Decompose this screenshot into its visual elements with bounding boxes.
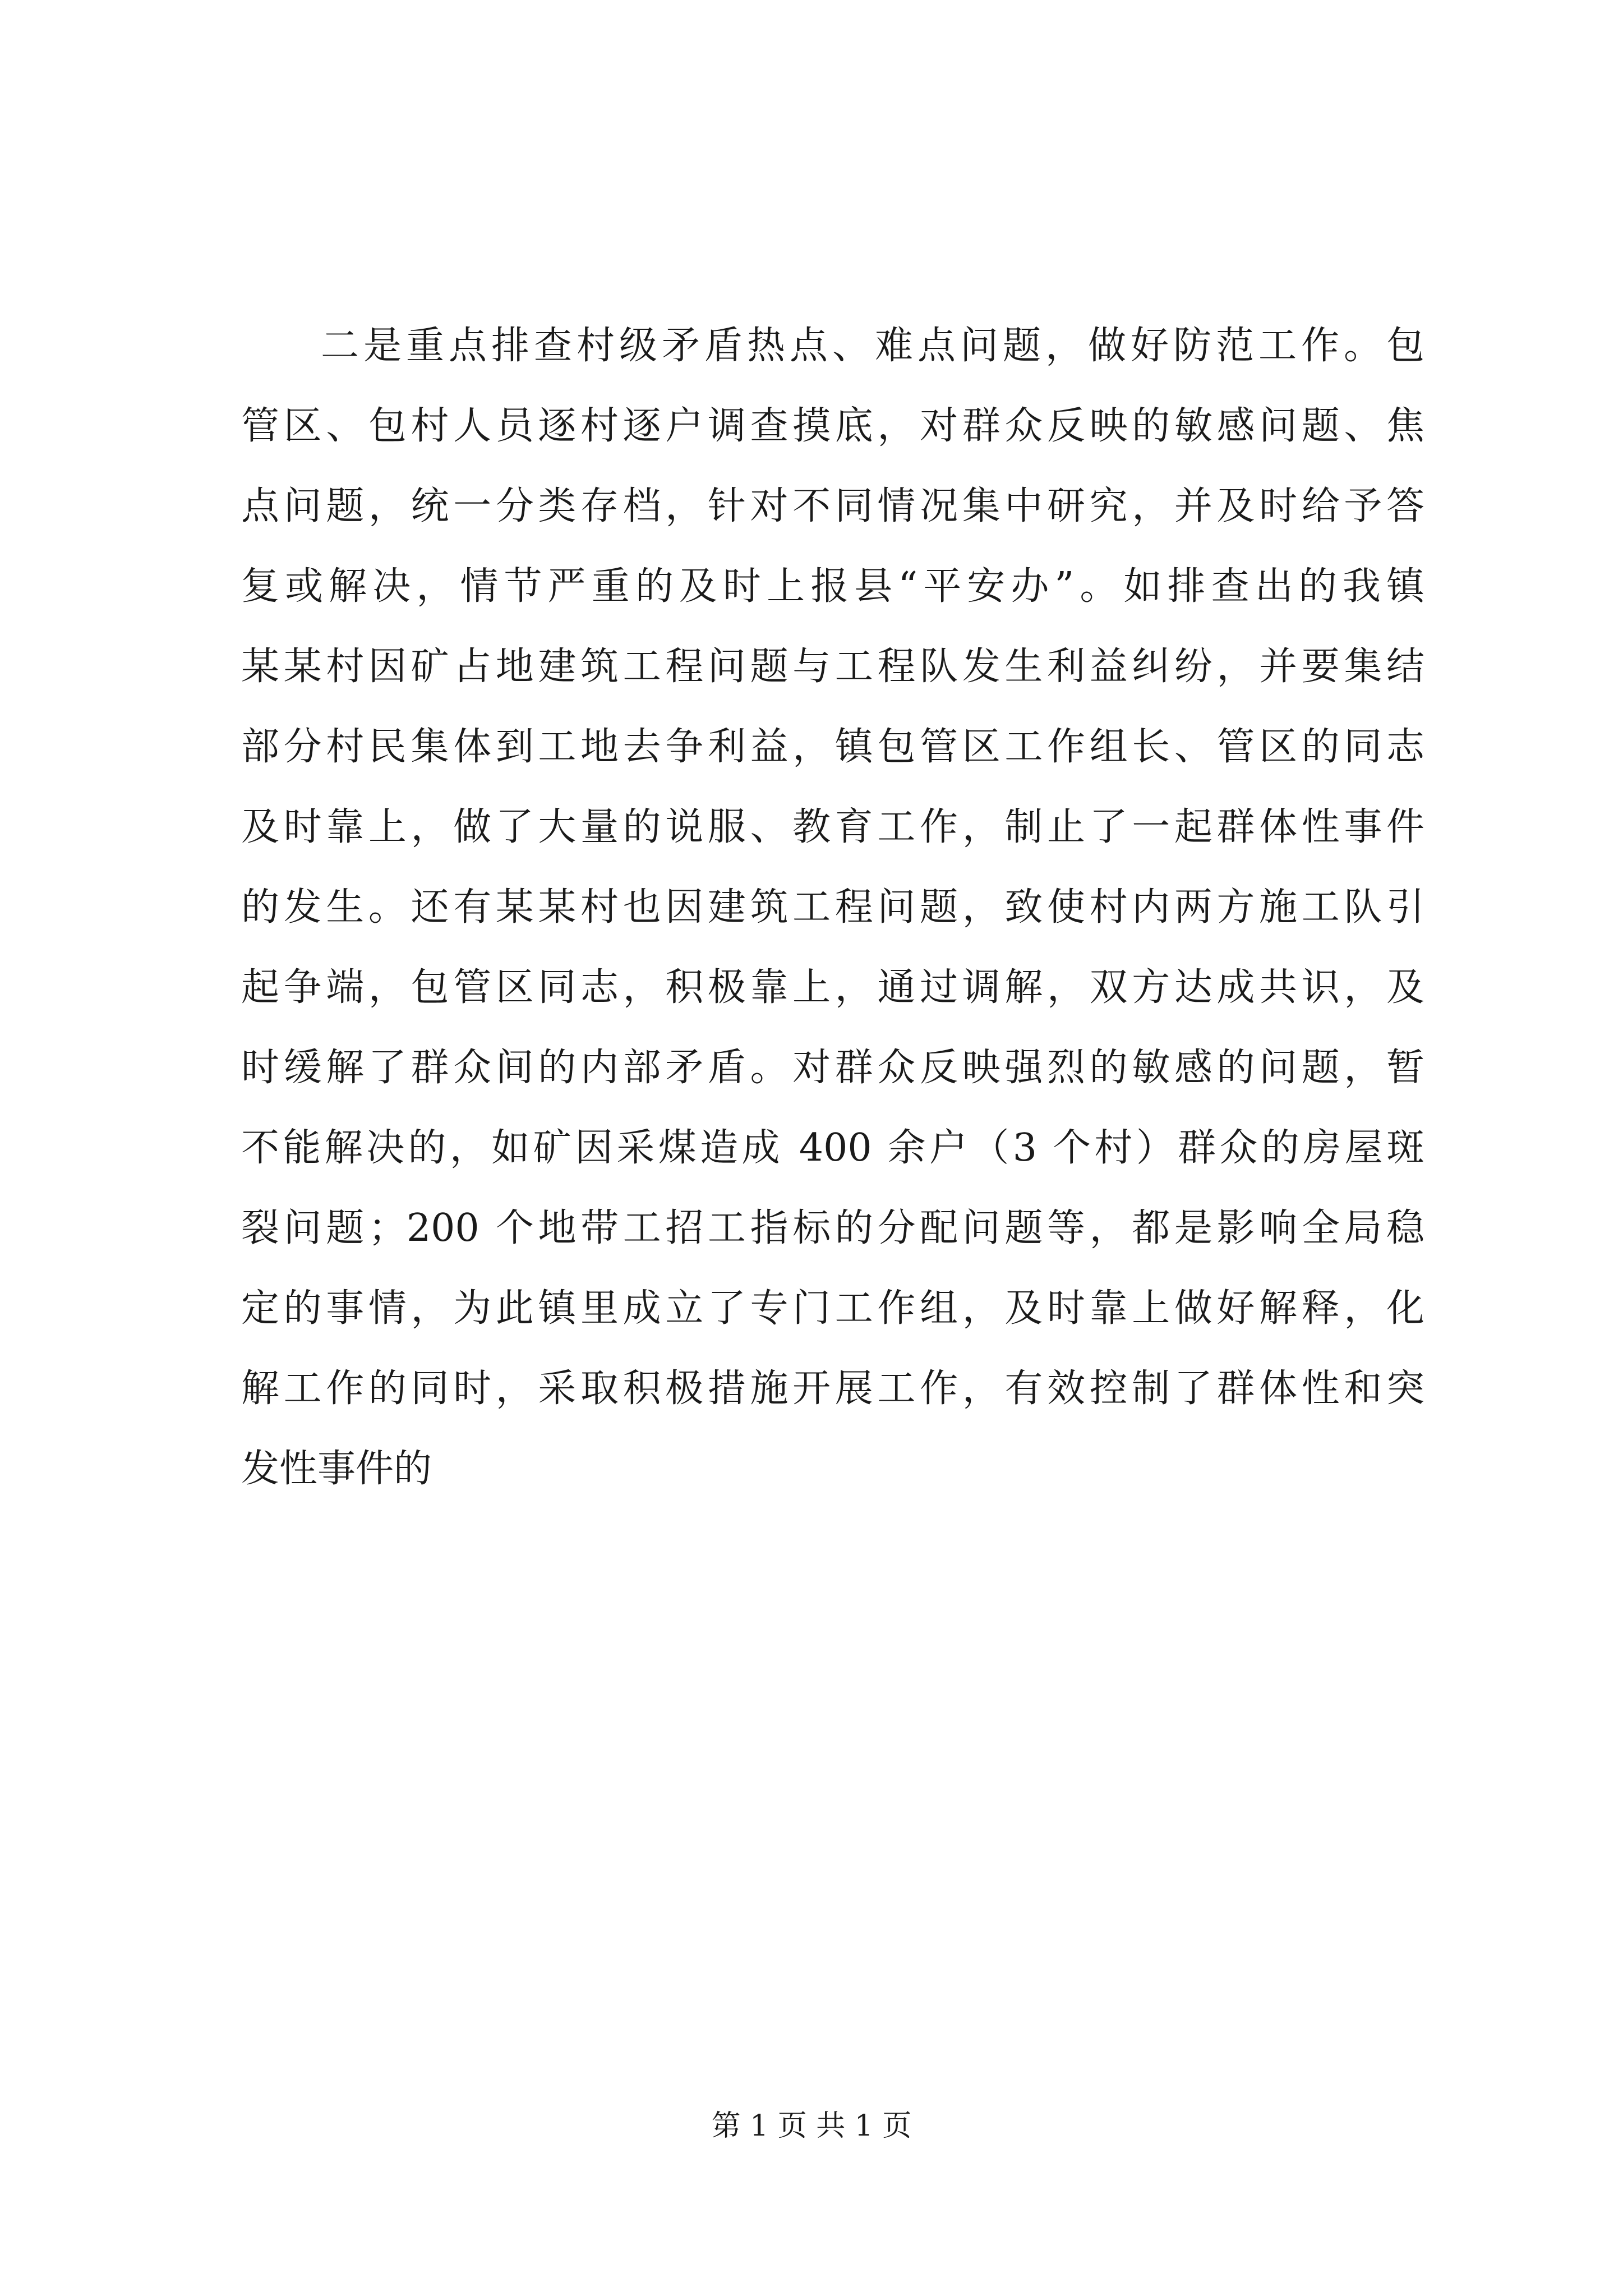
paragraph-line: 及时靠上，做了大量的说服、教育工作，制止了一起群体性事件 bbox=[241, 805, 1424, 849]
paragraph-line: 发性事件的 bbox=[241, 1447, 432, 1491]
paragraph-line: 二是重点排查村级矛盾热点、难点问题，做好防范工作。包 bbox=[321, 324, 1424, 368]
paragraph-line: 时缓解了群众间的内部矛盾。对群众反映强烈的敏感的问题，暂 bbox=[241, 1046, 1424, 1090]
page-number-footer: 第 1 页 共 1 页 bbox=[711, 2109, 912, 2143]
paragraph-line: 某某村因矿占地建筑工程问题与工程队发生利益纠纷，并要集结 bbox=[241, 645, 1424, 689]
paragraph-line: 不能解决的，如矿因采煤造成 400 余户（3 个村）群众的房屋斑 bbox=[241, 1126, 1424, 1170]
paragraph-line: 部分村民集体到工地去争利益，镇包管区工作组长、管区的同志 bbox=[241, 725, 1424, 769]
paragraph-line: 管区、包村人员逐村逐户调查摸底，对群众反映的敏感问题、焦 bbox=[241, 404, 1424, 448]
paragraph-line: 点问题，统一分类存档，针对不同情况集中研究，并及时给予答 bbox=[241, 484, 1424, 528]
paragraph-line: 定的事情，为此镇里成立了专门工作组，及时靠上做好解释，化 bbox=[241, 1286, 1424, 1331]
paragraph-line: 起争端，包管区同志，积极靠上，通过调解，双方达成共识，及 bbox=[241, 965, 1424, 1010]
paragraph-line: 裂问题；200 个地带工招工指标的分配问题等，都是影响全局稳 bbox=[241, 1206, 1424, 1250]
body-paragraph bbox=[241, 306, 1424, 1509]
paragraph-line: 的发生。还有某某村也因建筑工程问题，致使村内两方施工队引 bbox=[241, 885, 1424, 930]
paragraph-line: 复或解决，情节严重的及时上报县“平安办”。如排查出的我镇 bbox=[241, 564, 1424, 609]
paragraph-line: 解工作的同时，采取积极措施开展工作，有效控制了群体性和突 bbox=[241, 1366, 1424, 1411]
